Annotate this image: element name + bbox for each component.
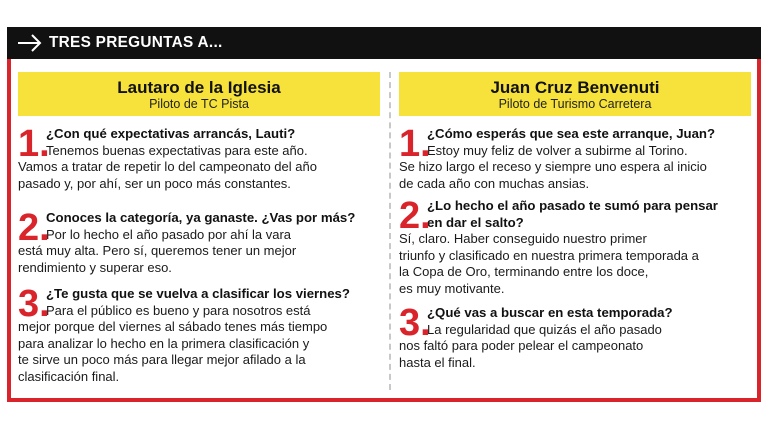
interviewee-name: Juan Cruz Benvenuti: [490, 78, 660, 97]
answer-text: Estoy muy feliz de volver a subirme al Torino. Se hizo largo el receso y siempre uno espera al inicio de cada año con muchas ansias.: [399, 142, 707, 191]
question-number: 1.: [18, 123, 50, 165]
arrow-right-icon: [17, 32, 43, 54]
question-text: Conoces la categoría, ya ganaste. ¿Vas por más?: [46, 210, 356, 225]
question-text-continued: en dar el salto?: [427, 214, 524, 230]
interviewee-header: [399, 72, 751, 116]
answer-text: Para el público es bueno y para nosotros está mejor porque del viernes al sábado tenes más tiempo para analizar lo hecho en la primera clasificación y te sirve un poco más para llegar mejor afilado a la clasificación final.: [18, 302, 328, 384]
question-text: ¿Cómo esperás que sea este arranque, Juan?: [427, 126, 716, 141]
interviewee-name: Lautaro de la Iglesia: [117, 78, 281, 97]
interviewee-header: [18, 72, 380, 116]
section-title: TRES PREGUNTAS A...: [49, 34, 223, 51]
qa-item: [18, 207, 380, 286]
question-number: 2.: [399, 195, 431, 237]
interview-left: [18, 72, 380, 385]
column-divider: [389, 72, 391, 390]
qa-item: [399, 123, 751, 198]
question-number: 2.: [18, 207, 50, 249]
interview-right: [399, 72, 751, 371]
interviewee-role: Piloto de TC Pista: [149, 97, 249, 111]
answer-text: La regularidad que quizás el año pasado nos faltó para poder pelear el campeonato hasta el final.: [399, 321, 662, 370]
qa-item: [18, 283, 380, 385]
answer-text: Por lo hecho el año pasado por ahí la vara está muy alta. Pero sí, queremos tener un mejor rendimiento y superar eso.: [18, 226, 297, 275]
question-number: 3.: [399, 302, 431, 344]
interviewee-role: Piloto de Turismo Carretera: [498, 97, 652, 111]
question-text: ¿Qué vas a buscar en esta temporada?: [427, 305, 673, 320]
question-number: 3.: [18, 283, 50, 325]
answer-text: Sí, claro. Haber conseguido nuestro primer triunfo y clasificado en nuestra primera temporada a la Copa de Oro, terminando entre los doce, es muy motivante.: [399, 231, 699, 296]
qa-list: [399, 123, 751, 371]
question-number: 1.: [399, 123, 431, 165]
qa-item: [399, 195, 751, 305]
qa-item: [399, 302, 751, 371]
question-text: ¿Te gusta que se vuelva a clasificar los viernes?: [46, 286, 350, 301]
question-text: ¿Lo hecho el año pasado te sumó para pensar: [427, 198, 718, 213]
qa-list: [18, 123, 380, 385]
question-text: ¿Con qué expectativas arrancás, Lauti?: [46, 126, 296, 141]
section-header: [7, 27, 761, 59]
answer-text: Tenemos buenas expectativas para este año. Vamos a tratar de repetir lo del campeonato del año pasado y, por ahí, ser un poco más constantes.: [18, 142, 317, 191]
qa-item: [18, 123, 380, 210]
